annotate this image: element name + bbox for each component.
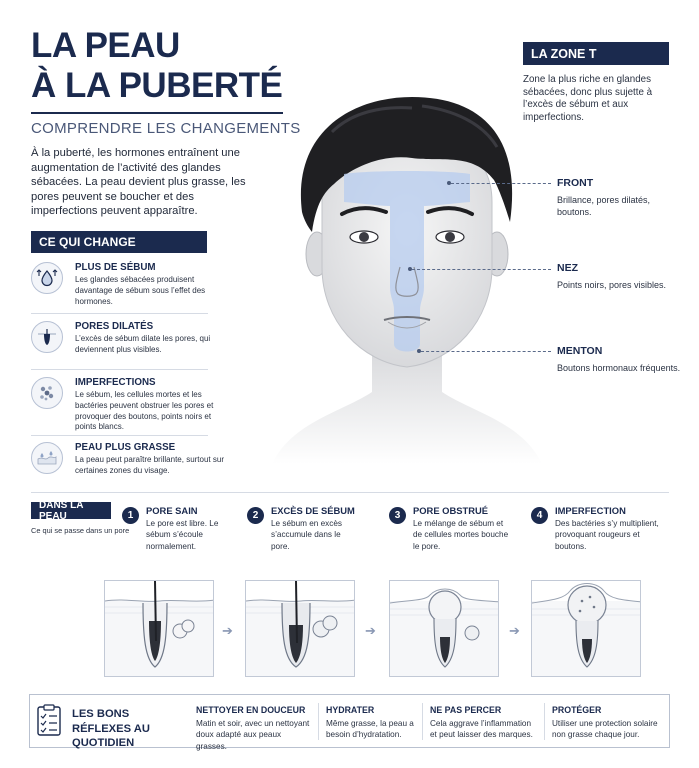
step-title-2: EXCÈS DE SÉBUM: [271, 505, 355, 516]
step-title-4: IMPERFECTION: [555, 505, 626, 516]
drop-arrows-icon: [31, 262, 63, 294]
step-title-1: PORE SAIN: [146, 505, 198, 516]
step-text-1: Le pore est libre. Le sébum s’écoule normalement.: [146, 519, 219, 551]
title-divider: [31, 112, 283, 114]
particles-icon: [31, 377, 63, 409]
change-item-oily: [31, 442, 224, 482]
change-title: PEAU PLUS GRASSE: [75, 442, 176, 453]
tip-title-no-pick: NE PAS PERCER: [430, 705, 502, 715]
zone-label-chin: MENTON: [557, 345, 603, 357]
step-title-3: PORE OBSTRUÉ: [413, 505, 489, 516]
change-title: PLUS DE SÉBUM: [75, 262, 156, 273]
pore-icon: [31, 321, 63, 353]
chin-leader-line: [421, 351, 551, 352]
change-title: IMPERFECTIONS: [75, 377, 156, 388]
step-number-1: 1: [122, 507, 139, 524]
skin-subheading: Ce qui se passe dans un pore: [31, 526, 130, 535]
step-text-3: Le mélange de sébum et de cellules mortes bouche le pore.: [413, 519, 509, 551]
change-text: La peau peut paraître brillante, surtout sur certaines zones du visage.: [75, 455, 224, 475]
zone-label-front: FRONT: [557, 177, 594, 189]
zone-t-heading: LA ZONE T: [523, 42, 669, 65]
intro-paragraph: À la puberté, les hormones entraînent une augmentation de l’activité des glandes sébacées. La peau devient plus grasse, les pores peuvent se boucher et des imperfections peuvent apparaître.: [31, 147, 246, 218]
tip-title-protect: PROTÉGER: [552, 705, 602, 715]
tip-divider: [422, 703, 423, 740]
change-text: Le sébum, les cellules mortes et les bactéries peuvent obstruer les pores et provoquer des boutons, points noirs et points blancs.: [75, 390, 214, 432]
arrow-right-icon: ➔: [222, 623, 233, 638]
tip-divider: [318, 703, 319, 740]
title-line-2: À LA PUBERTÉ: [31, 66, 283, 105]
change-item-imperfections: [31, 377, 214, 435]
checklist-icon: [37, 704, 61, 736]
divider: [31, 313, 208, 314]
pore-diagram-healthy: [104, 580, 214, 677]
tip-title-clean: NETTOYER EN DOUCEUR: [196, 705, 306, 715]
tip-text-clean: Matin et soir, avec un nettoyant doux adapté aux peaux grasses.: [196, 719, 310, 751]
section-divider: [31, 492, 669, 493]
divider: [31, 369, 208, 370]
tip-text-no-pick: Cela aggrave l’inflammation et peut laisser des marques.: [430, 719, 533, 740]
change-title: PORES DILATÉS: [75, 321, 154, 332]
pore-diagram-imperfection: [531, 580, 641, 677]
tip-divider: [544, 703, 545, 740]
tips-heading: LES BONS RÉFLEXES AU QUOTIDIEN: [72, 708, 150, 749]
step-number-2: 2: [247, 507, 264, 524]
page-title: [31, 26, 282, 106]
zone-text-front: Brillance, pores dilatés, boutons.: [557, 195, 651, 218]
step-number-3: 3: [389, 507, 406, 524]
front-leader-line: [451, 183, 551, 184]
changes-heading: CE QUI CHANGE: [31, 231, 207, 253]
zone-t-description: Zone la plus riche en glandes sébacées, donc plus sujette à l’excès de sébum et aux imperfections.: [523, 74, 653, 123]
pore-diagram-excess-sebum: [245, 580, 355, 677]
step-text-2: Le sébum en excès s’accumule dans le pore.: [271, 519, 343, 551]
skin-heading: DANS LA PEAU: [31, 502, 111, 519]
title-line-1: LA PEAU: [31, 26, 180, 65]
page-subtitle: COMPRENDRE LES CHANGEMENTS: [31, 120, 301, 137]
change-item-sebum: [31, 262, 209, 306]
pore-diagram-clogged: [389, 580, 499, 677]
tip-title-hydrate: HYDRATER: [326, 705, 375, 715]
arrow-right-icon: ➔: [509, 623, 520, 638]
step-text-4: Des bactéries s’y multiplient, provoquant rougeurs et boutons.: [555, 519, 659, 551]
oily-skin-icon: [31, 442, 63, 474]
zone-text-chin: Boutons hormonaux fréquents.: [557, 363, 681, 373]
change-item-pores: [31, 321, 209, 365]
change-text: L’excès de sébum dilate les pores, qui deviennent plus visibles.: [75, 334, 211, 354]
step-number-4: 4: [531, 507, 548, 524]
zone-label-nose: NEZ: [557, 262, 578, 274]
zone-text-nose: Points noirs, pores visibles.: [557, 280, 667, 290]
tip-text-hydrate: Même grasse, la peau a besoin d’hydratation.: [326, 719, 414, 740]
face-illustration: [272, 92, 542, 464]
change-text: Les glandes sébacées produisent davantage de sébum sous l’effet des hormones.: [75, 275, 206, 306]
tip-text-protect: Utiliser une protection solaire non grasse chaque jour.: [552, 719, 658, 740]
divider: [31, 435, 208, 436]
nose-leader-line: [412, 269, 551, 270]
arrow-right-icon: ➔: [365, 623, 376, 638]
